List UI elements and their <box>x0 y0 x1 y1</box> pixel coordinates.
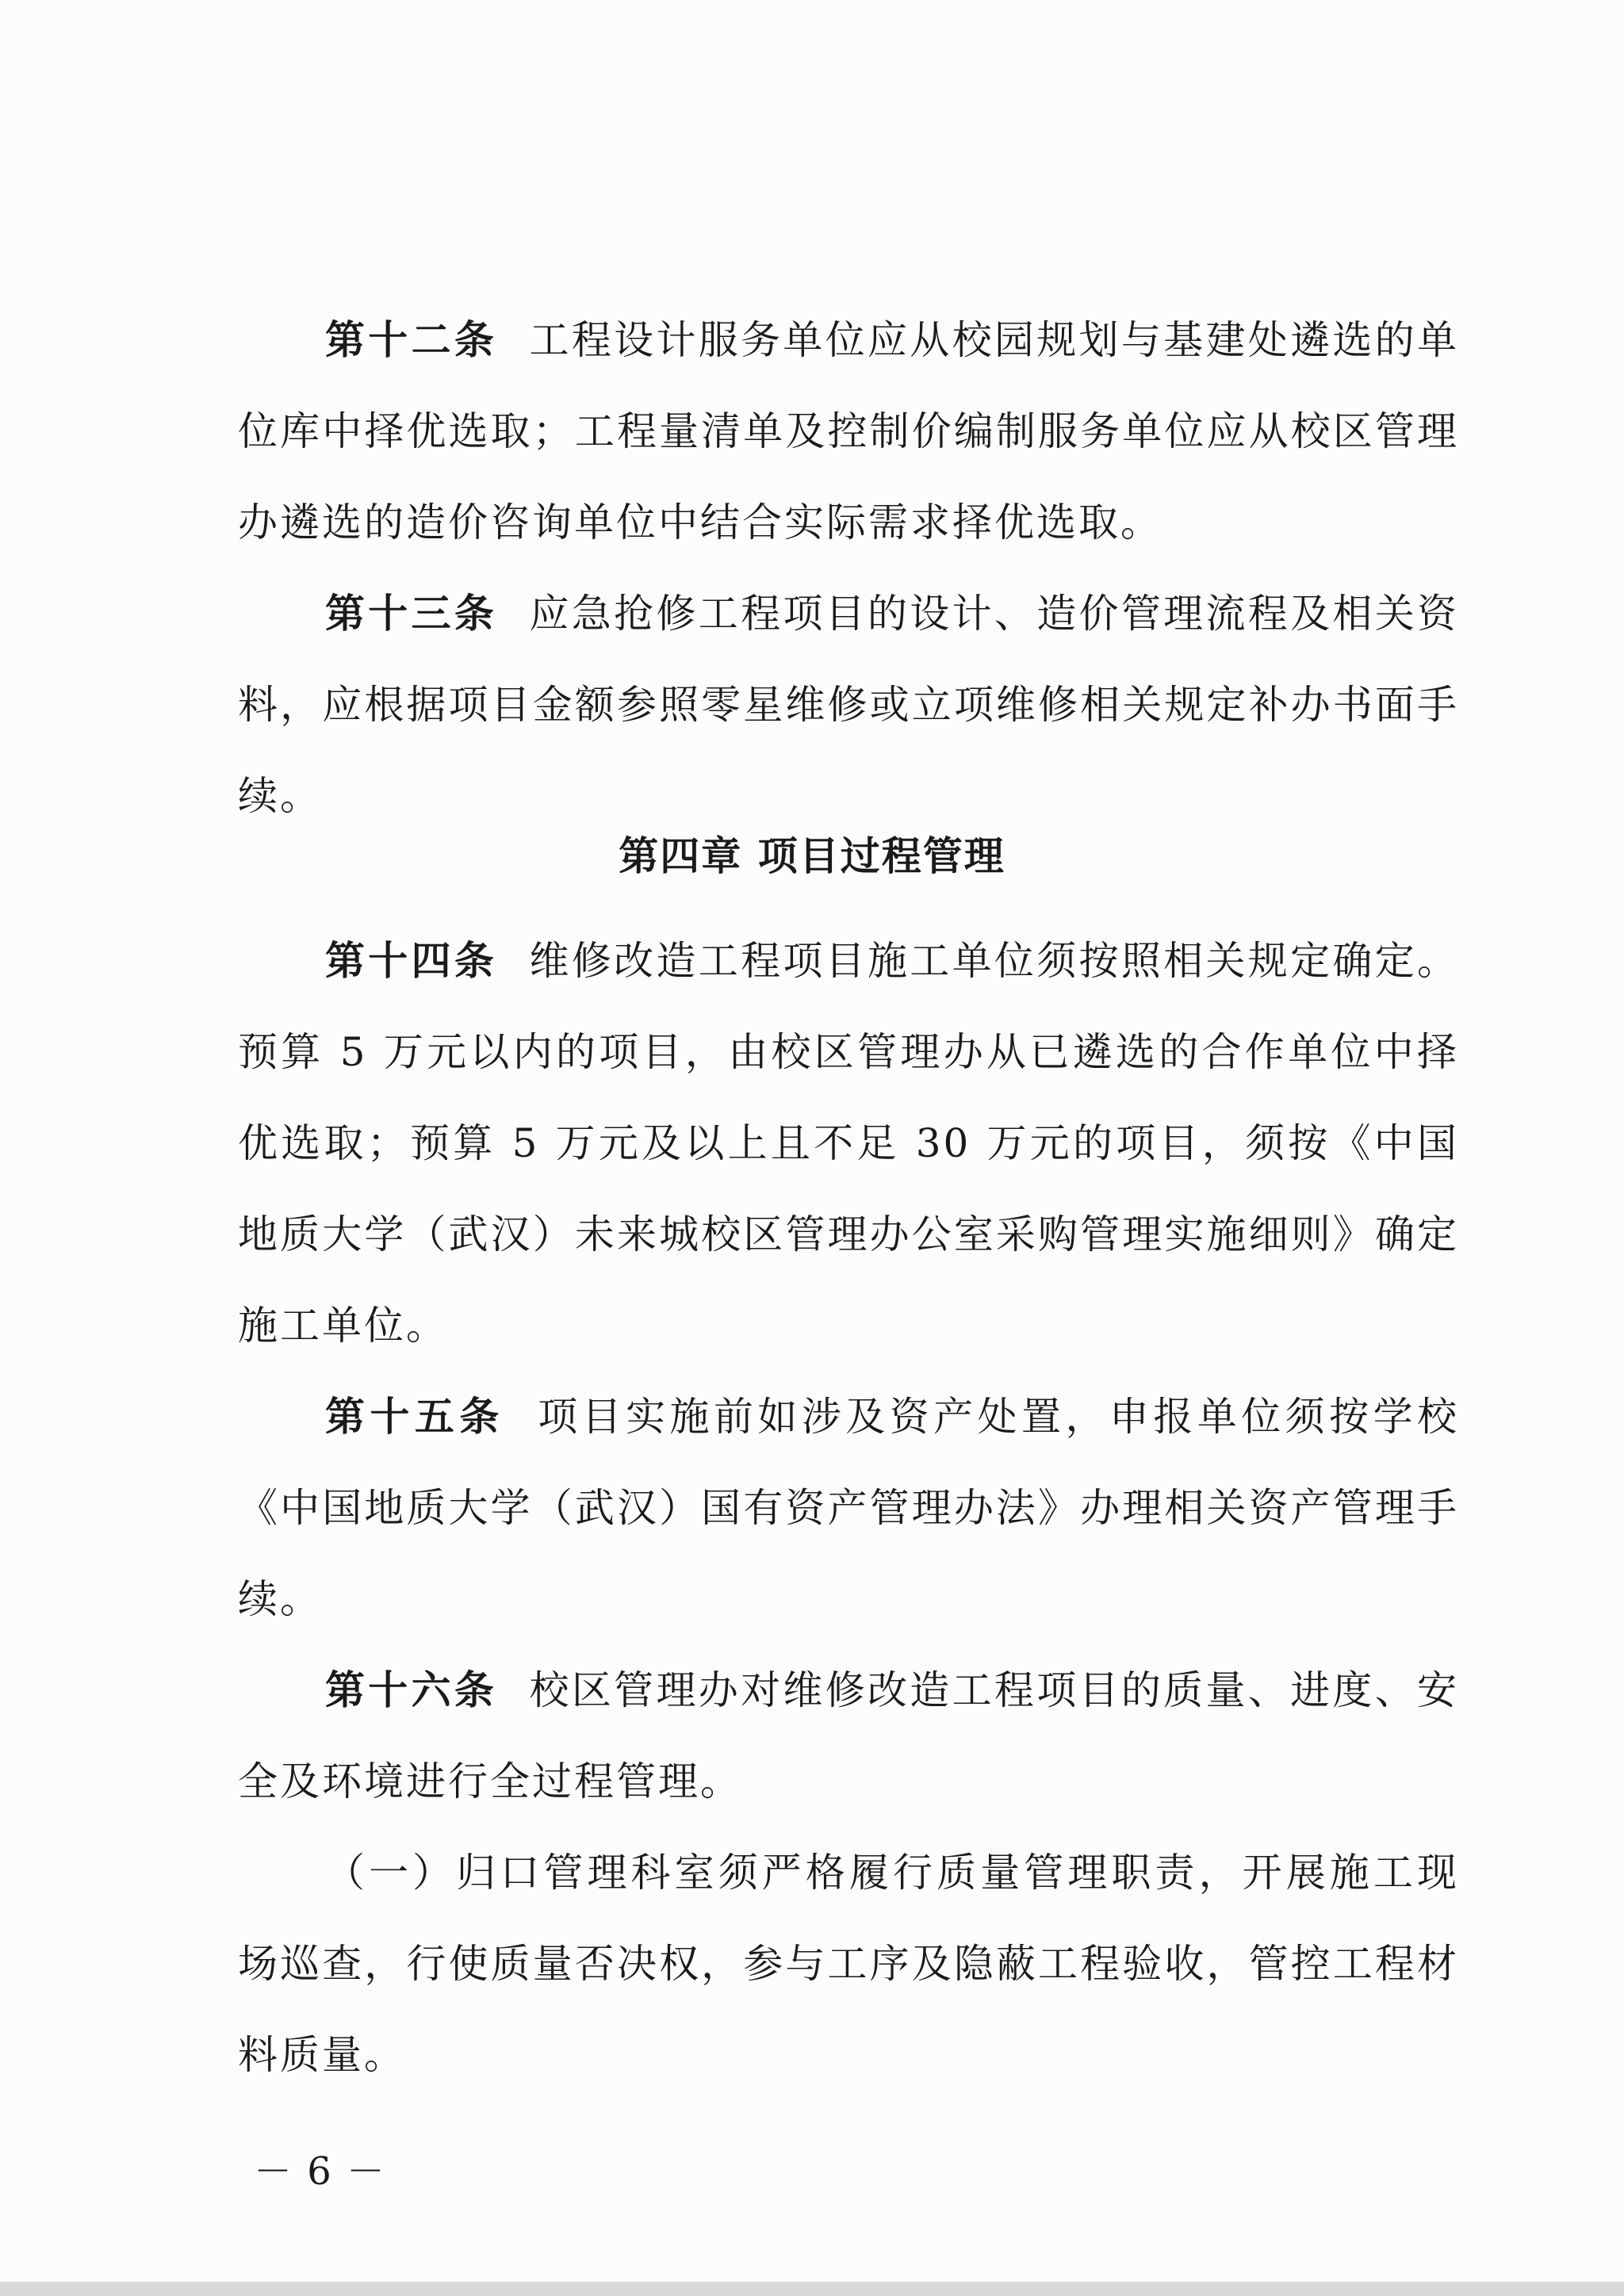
article-13-text: 应急抢修工程项目的设计、造价管理流程及相关资料，应根据项目金额参照零星维修或立项维修相关规定补办书面手续。 <box>238 591 1460 819</box>
page-number: － 6 － <box>254 2149 387 2194</box>
article-14 <box>238 916 1459 1372</box>
article-15-label: 第十五条 <box>325 1394 504 1440</box>
clause-1: （一）归口管理科室须严格履行质量管理职责，开展施工现场巡查，行使质量否决权，参与工序及隐蔽工程验收，管控工程材料质量。 <box>238 1850 1459 2078</box>
article-12-label: 第十二条 <box>325 317 498 363</box>
article-15-text: 项目实施前如涉及资产处置，申报单位须按学校《中国地质大学（武汉）国有资产管理办法》办理相关资产管理手续。 <box>238 1394 1460 1622</box>
article-13 <box>238 568 1459 842</box>
article-12-text: 工程设计服务单位应从校园规划与基建处遴选的单位库中择优选取；工程量清单及控制价编制服务单位应从校区管理办遴选的造价咨询单位中结合实际需求择优选取。 <box>238 317 1460 545</box>
article-15 <box>238 1372 1459 1645</box>
article-16-label: 第十六条 <box>325 1667 498 1713</box>
articles-top-block <box>238 295 1459 842</box>
chapter-heading: 第四章 项目过程管理 <box>619 833 1005 879</box>
article-12 <box>238 295 1459 568</box>
article-14-text: 维修改造工程项目施工单位须按照相关规定确定。预算 5 万元以内的项目，由校区管理办从已遴选的合作单位中择优选取；预算 5 万元及以上且不足 30 万元的项目，须按《中国地质大学（武汉）未来城校区管理办公室采购管理实施细则》确定施工单位。 <box>238 938 1460 1349</box>
articles-bottom-block <box>238 916 1459 2101</box>
article-16-text: 校区管理办对维修改造工程项目的质量、进度、安全及环境进行全过程管理。 <box>238 1667 1460 1804</box>
scan-edge-divider <box>0 2282 1624 2296</box>
article-16 <box>238 1645 1459 1827</box>
article-13-label: 第十三条 <box>325 591 498 637</box>
article-14-label: 第十四条 <box>325 938 498 984</box>
